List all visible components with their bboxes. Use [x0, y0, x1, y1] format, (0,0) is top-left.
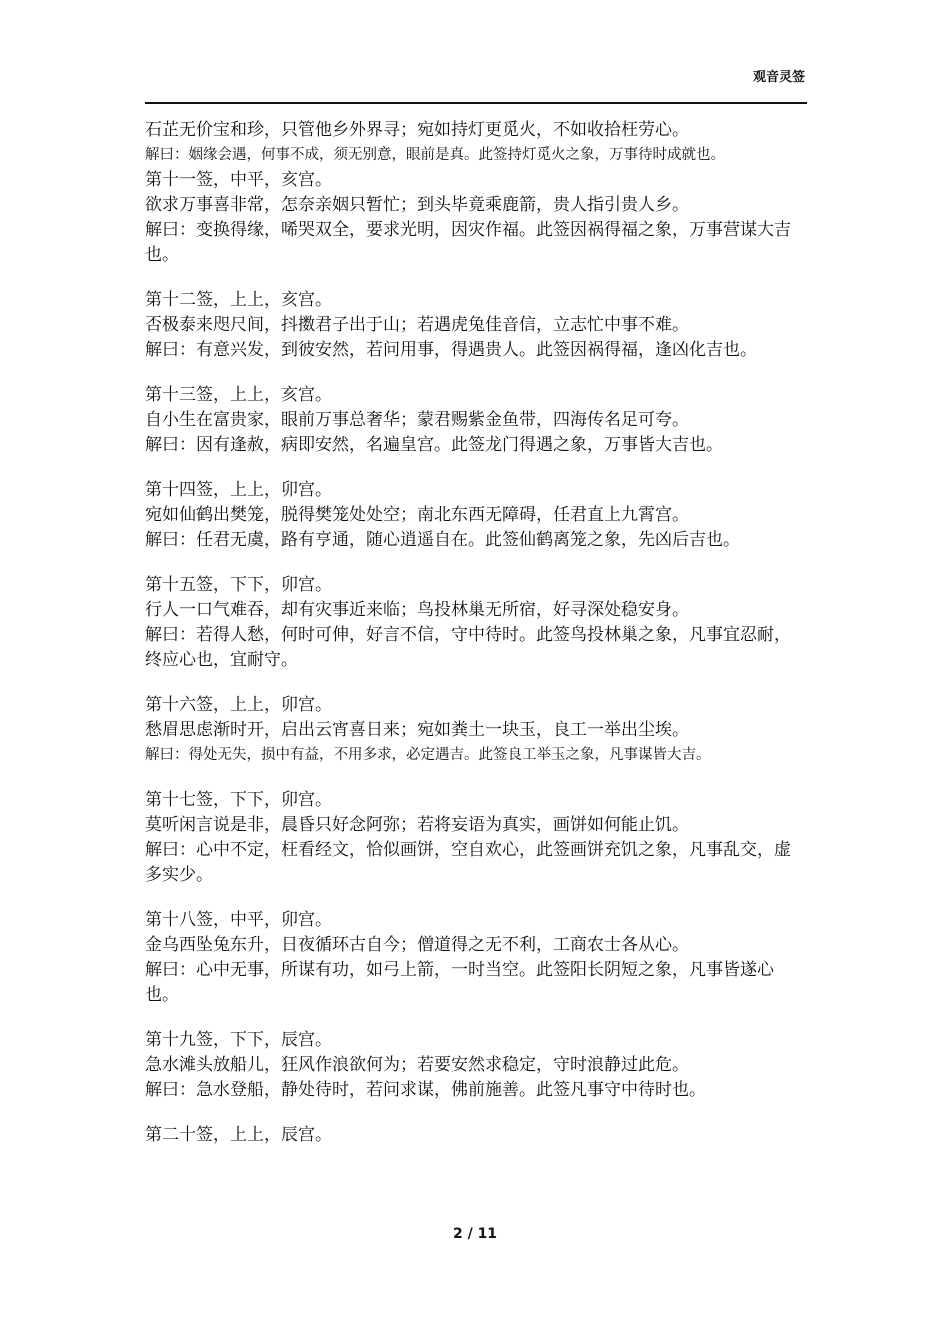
lot-heading: 第十六签，上上，卯宫。	[145, 695, 332, 715]
verse-line: 行人一口气难吞，却有灾事近来临；鸟投林巢无所宿，好寻深处稳安身。	[145, 600, 689, 620]
explanation-line: 解曰：因有逢赦，病即安然，名遍皇宫。此签龙门得遇之象，万事皆大吉也。	[145, 435, 723, 455]
verse-line: 否极泰来咫尺间，抖擞君子出于山；若遇虎兔佳音信，立志忙中事不难。	[145, 315, 689, 335]
explanation-line: 解曰：姻缘会遇，何事不成，须无别意，眼前是真。此签持灯觅火之象，万事待时成就也。	[145, 147, 725, 163]
lot-heading: 第十七签，下下，卯宫。	[145, 790, 332, 810]
lot-heading: 第十二签，上上，亥宫。	[145, 290, 332, 310]
lot-heading: 第十三签，上上，亥宫。	[145, 385, 332, 405]
lot-heading: 第二十签，上上，辰宫。	[145, 1125, 332, 1145]
page-number	[0, 1226, 950, 1242]
document-title: 观音灵签	[752, 70, 805, 85]
explanation-line: 解曰：急水登船，静处待时，若问求谋，佛前施善。此签凡事守中待时也。	[145, 1080, 706, 1100]
lot-heading: 第十五签，下下，卯宫。	[145, 575, 332, 595]
explanation-line: 解曰：心中无事，所谋有功，如弓上箭，一时当空。此签阳长阴短之象，凡事皆遂心也。	[145, 960, 774, 1005]
lot-heading: 第十八签，中平，卯宫。	[145, 910, 332, 930]
verse-line: 急水滩头放船儿，狂风作浪欲何为；若要安然求稳定，守时浪静过此危。	[145, 1055, 689, 1075]
page-separator: /	[467, 1226, 473, 1242]
explanation-line: 解曰：任君无虞，路有亨通，随心逍遥自在。此签仙鹤离笼之象，先凶后吉也。	[145, 530, 740, 550]
verse-line: 金乌西坠兔东升，日夜循环古自今；僧道得之无不利，工商农士各从心。	[145, 935, 689, 955]
explanation-line: 解曰：若得人愁，何时可伸，好言不信，守中待时。此签鸟投林巢之象，凡事宜忍耐，终应心也，宜耐守。	[145, 625, 791, 670]
verse-line: 宛如仙鹤出樊笼，脱得樊笼处处空；南北东西无障碍，任君直上九霄宫。	[145, 505, 689, 525]
explanation-line: 解曰：心中不定，枉看经文，恰似画饼，空自欢心，此签画饼充饥之象，凡事乱交，虚多实少。	[145, 840, 791, 885]
lot-heading: 第十一签，中平，亥宫。	[145, 170, 332, 190]
verse-line: 欲求万事喜非常，怎奈亲姻只暂忙；到头毕竟乘鹿箭，贵人指引贵人乡。	[145, 195, 689, 215]
verse-line: 愁眉思虑渐时开，启出云宵喜日来；宛如粪土一块玉，良工一举出尘埃。	[145, 720, 689, 740]
total-pages: 11	[477, 1226, 498, 1242]
explanation-line: 解曰：变换得缘，唏哭双全，要求光明，因灾作福。此签因祸得福之象，万事营谋大吉也。	[145, 220, 791, 265]
lot-heading: 第十九签，下下，辰宫。	[145, 1030, 332, 1050]
header-divider	[145, 102, 807, 104]
lot-heading: 第十四签，上上，卯宫。	[145, 480, 332, 500]
verse-line: 自小生在富贵家，眼前万事总奢华；蒙君赐紫金鱼带，四海传名足可夸。	[145, 410, 689, 430]
verse-line: 莫听闲言说是非，晨昏只好念阿弥；若将妄语为真实，画饼如何能止饥。	[145, 815, 689, 835]
explanation-line: 解曰：得处无失，损中有益，不用多求，必定遇吉。此签良工举玉之象，凡事谋皆大吉。	[145, 747, 711, 763]
verse-line: 石芷无价宝和珍，只管他乡外界寻；宛如持灯更觅火，不如收拾枉劳心。	[145, 120, 689, 140]
document-body	[145, 118, 815, 1148]
current-page: 2	[452, 1226, 463, 1242]
explanation-line: 解曰：有意兴发，到彼安然，若问用事，得遇贵人。此签因祸得福，逢凶化吉也。	[145, 340, 757, 360]
